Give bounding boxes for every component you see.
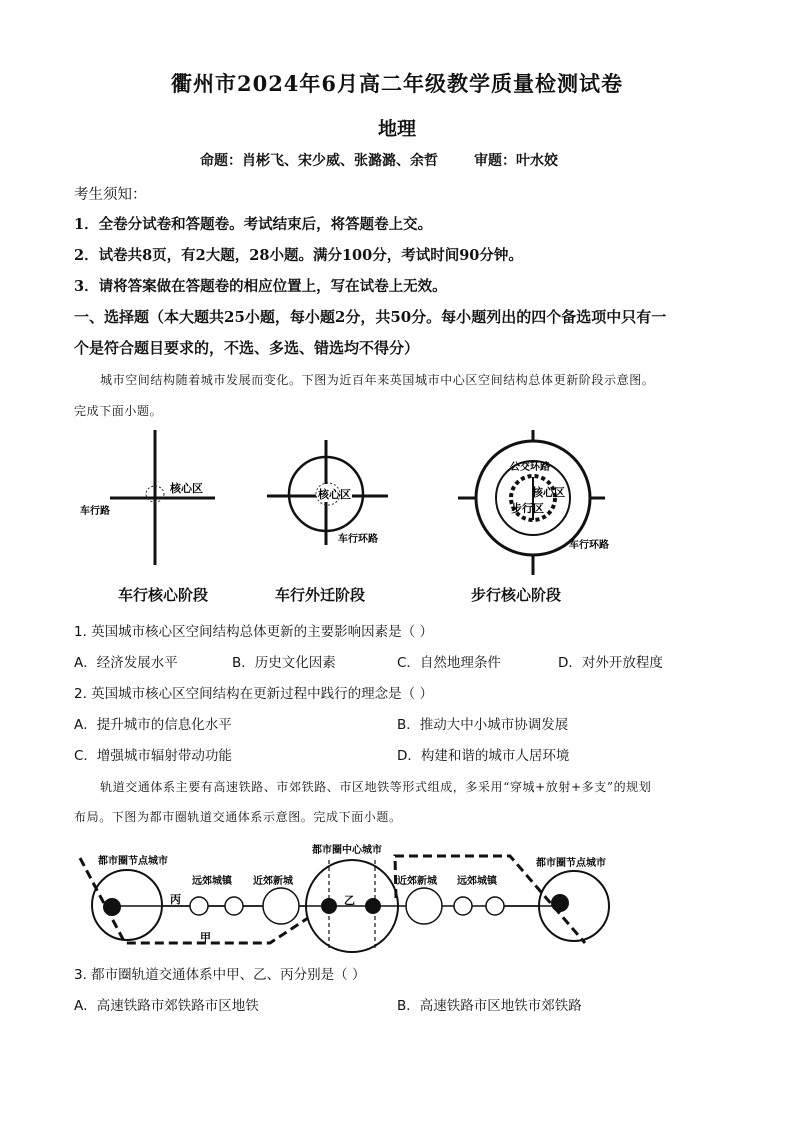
- left-node-city: [92, 870, 162, 940]
- panel2-label-ring: 车行环路: [338, 534, 378, 545]
- label-center-city: 都市圈中心城市: [312, 845, 382, 856]
- q3-option-a[interactable]: A．高速铁路市郊铁路市区地铁: [74, 998, 259, 1014]
- panel1-label-road: 车行路: [80, 506, 110, 517]
- central-core-left: [321, 898, 337, 914]
- section-heading-line1: 一、选择题（本大题共25小题，每小题2分，共50分。每小题列出的四个备选项中只有一: [74, 308, 667, 326]
- q2-option-b[interactable]: B．推动大中小城市协调发展: [397, 717, 569, 733]
- panel3-label-pedestrian: 步行区: [511, 502, 544, 515]
- q3-option-b[interactable]: B．高速铁路市区地铁市郊铁路: [397, 998, 582, 1014]
- left-node-core: [103, 898, 121, 916]
- left-far-town-1: [190, 897, 208, 915]
- q3-stem: 3. 都市圈轨道交通体系中甲、乙、丙分别是（ ）: [74, 967, 366, 983]
- authors-text: 命题：肖彬飞、宋少威、张潞潞、余哲: [200, 153, 438, 169]
- q2-stem: 2. 英国城市核心区空间结构在更新过程中践行的理念是（ ）: [74, 686, 433, 702]
- label-right-node: 都市圈节点城市: [536, 858, 606, 869]
- q2-option-a[interactable]: A．提升城市的信息化水平: [74, 717, 232, 733]
- panel3-caption: 步行核心阶段: [471, 586, 562, 604]
- figure2-rail-system: [70, 838, 630, 958]
- panel1-diagram: [80, 430, 215, 565]
- exam-subject: 地理: [377, 118, 416, 140]
- reviewer-text: 审题：叶水姣: [474, 153, 558, 169]
- panel2-caption: 车行外迁阶段: [275, 586, 366, 604]
- label-suburb-town-left: 远郊城镇: [192, 876, 232, 887]
- exam-title: 衢州市2024年6月高二年级教学质量检测试卷: [170, 71, 624, 96]
- section-heading-line2: 个是符合题目要求的，不选、多选、错选均不得分）: [74, 339, 420, 357]
- panel3-label-core: 核心区: [532, 486, 565, 499]
- figure1-city-structure: [70, 430, 630, 575]
- notice-item-2: 2．试卷共8页，有2大题，28小题。满分100分，考试时间90分钟。: [74, 247, 523, 264]
- q2-option-c[interactable]: C．增强城市辐射带动功能: [74, 748, 232, 764]
- label-yi: 乙: [344, 894, 355, 907]
- label-left-node: 都市圈节点城市: [98, 856, 168, 867]
- passage2-line2: 布局。下图为都市圈轨道交通体系示意图。完成下面小题。: [74, 810, 402, 824]
- exam-authors: [200, 150, 558, 170]
- right-far-town-1: [454, 897, 472, 915]
- panel3-label-ring: 车行环路: [569, 540, 609, 551]
- passage2-line1: 轨道交通体系主要有高速铁路、市郊铁路、市区地铁等形式组成，多采用“穿城+放射+多支”的规划: [100, 780, 652, 794]
- q1-stem: 1. 英国城市核心区空间结构总体更新的主要影响因素是（ ）: [74, 624, 433, 640]
- q1-option-b[interactable]: B．历史文化因素: [232, 655, 336, 671]
- label-suburb-town-right: 远郊城镇: [457, 876, 497, 887]
- q2-option-d[interactable]: D．构建和谐的城市人居环境: [397, 748, 570, 764]
- right-node-core: [551, 894, 569, 912]
- panel1-label-core: 核心区: [170, 482, 203, 495]
- right-near-new-town: [406, 888, 442, 924]
- panel2-diagram: [267, 440, 388, 545]
- label-near-new-right: 近郊新城: [397, 876, 437, 887]
- passage1-line2: 完成下面小题。: [74, 404, 163, 418]
- q1-option-c[interactable]: C．自然地理条件: [397, 655, 501, 671]
- label-bing: 丙: [170, 893, 181, 906]
- panel3-diagram: [458, 430, 609, 575]
- q1-option-d[interactable]: D．对外开放程度: [558, 655, 663, 671]
- notice-heading: 考生须知：: [74, 187, 147, 203]
- label-near-new-left: 近郊新城: [253, 876, 293, 887]
- panel2-label-core: 核心区: [318, 488, 351, 501]
- notice-item-3: 3．请将答案做在答题卷的相应位置上，写在试卷上无效。: [74, 278, 447, 295]
- left-far-town-2: [225, 897, 243, 915]
- left-near-new-town: [263, 888, 299, 924]
- q1-option-a[interactable]: A．经济发展水平: [74, 655, 178, 671]
- label-jia: 甲: [200, 931, 211, 944]
- central-core-right: [365, 898, 381, 914]
- right-far-town-2: [486, 897, 504, 915]
- panel3-label-bus: 公交环路: [510, 462, 550, 473]
- passage1-line1: 城市空间结构随着城市发展而变化。下图为近百年来英国城市中心区空间结构总体更新阶段示意图。: [100, 373, 655, 387]
- notice-item-1: 1．全卷分试卷和答题卷。考试结束后，将答题卷上交。: [74, 216, 433, 233]
- panel1-caption: 车行核心阶段: [118, 586, 209, 604]
